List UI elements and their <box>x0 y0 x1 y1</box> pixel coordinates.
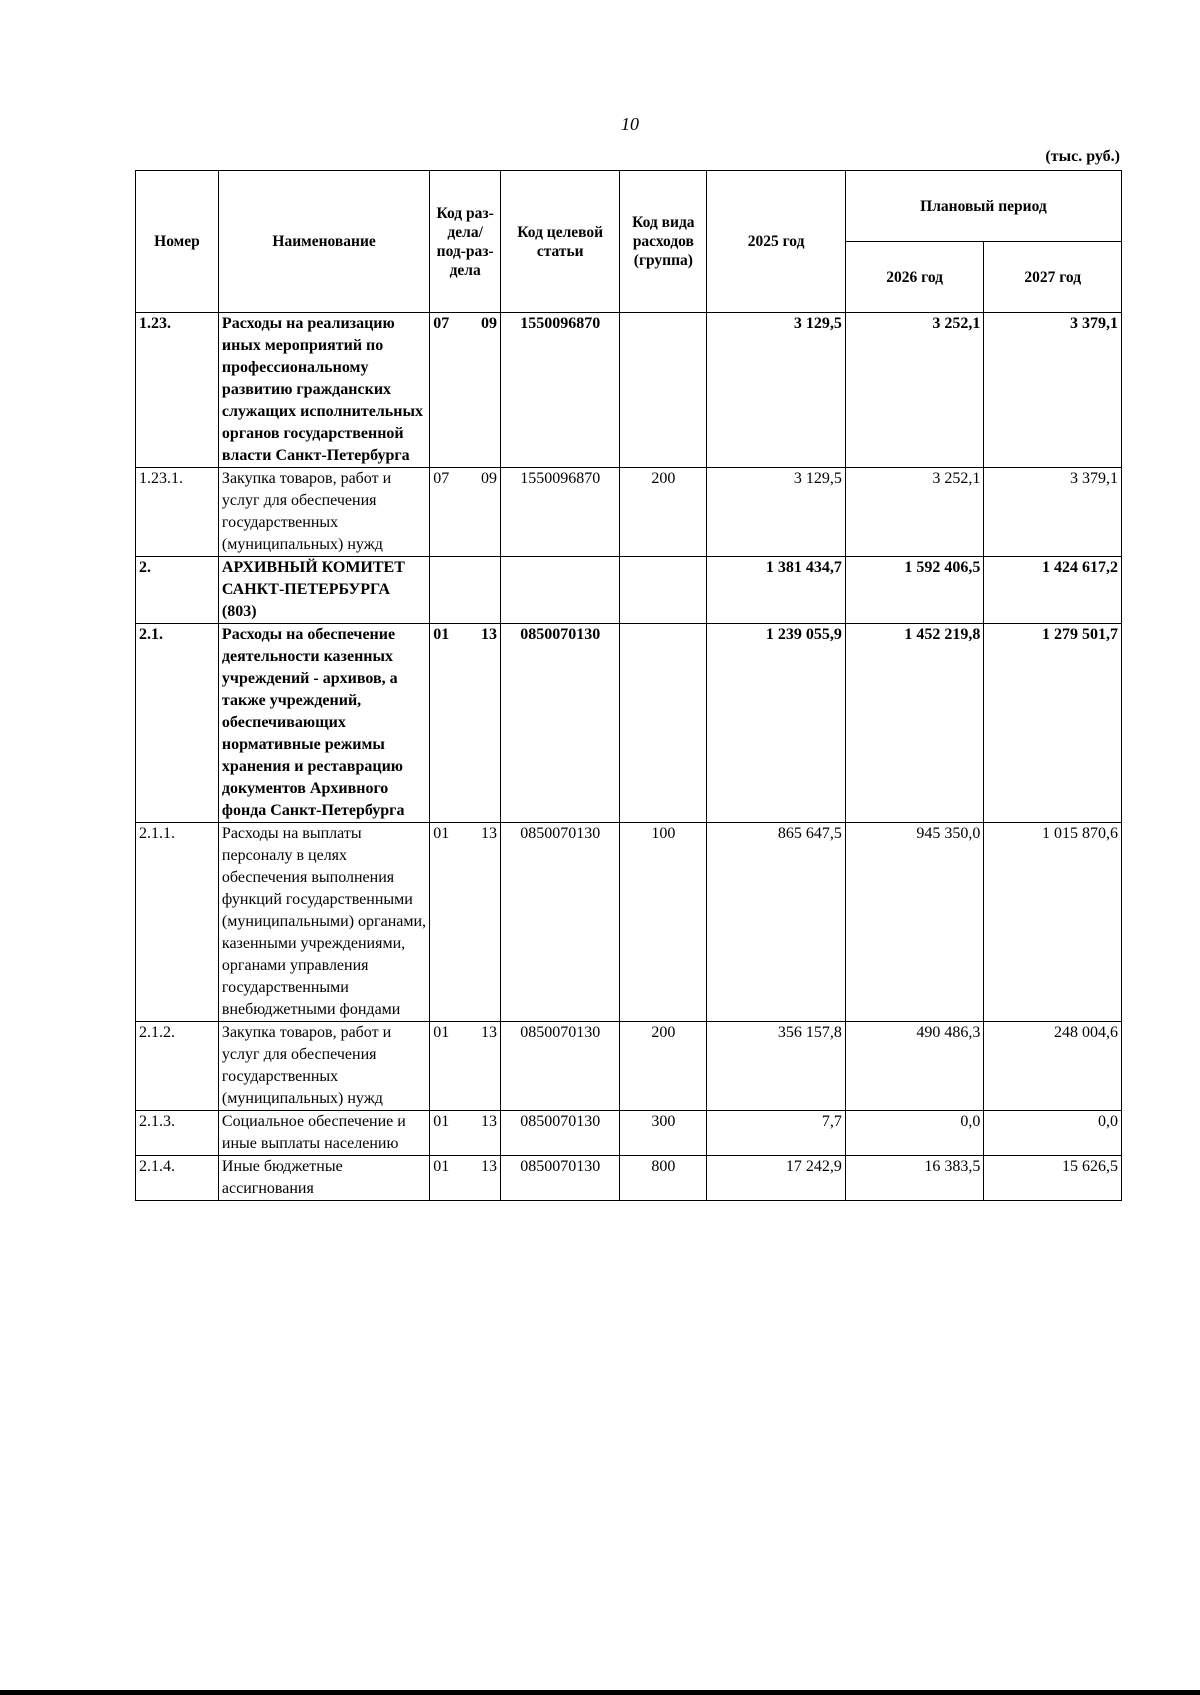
row-subsection: 13 <box>481 1158 498 1175</box>
row-name: АРХИВНЫЙ КОМИТЕТ САНКТ-ПЕТЕРБУРГА (803) <box>218 557 429 624</box>
row-expense-type <box>620 624 707 823</box>
table-row <box>136 1156 1122 1201</box>
row-subsection: 09 <box>481 315 498 332</box>
header-planning-period: Плановый период <box>845 171 1121 242</box>
row-section-code <box>430 1156 501 1201</box>
row-name: Закупка товаров, работ и услуг для обеспечения государственных (муниципальных) нужд <box>218 468 429 557</box>
row-section-code <box>430 1111 501 1156</box>
row-number: 2.1.1. <box>136 823 219 1022</box>
row-expense-type: 200 <box>620 1022 707 1111</box>
row-amount-2027: 1 015 870,6 <box>984 823 1122 1022</box>
row-amount-2026: 490 486,3 <box>845 1022 984 1111</box>
header-number: Номер <box>136 171 219 313</box>
row-amount-2026: 1 592 406,5 <box>845 557 984 624</box>
row-section: 01 <box>433 626 450 643</box>
row-name: Социальное обеспечение и иные выплаты населению <box>218 1111 429 1156</box>
row-amount-2027: 0,0 <box>984 1111 1122 1156</box>
header-target-code: Код целевой статьи <box>501 171 620 313</box>
row-subsection: 13 <box>481 626 498 643</box>
row-section-code <box>430 624 501 823</box>
row-number: 2.1. <box>136 624 219 823</box>
header-year-2026: 2026 год <box>845 242 984 313</box>
row-amount-2025: 356 157,8 <box>707 1022 846 1111</box>
row-expense-type: 300 <box>620 1111 707 1156</box>
row-amount-2026: 945 350,0 <box>845 823 984 1022</box>
table-body <box>136 313 1122 1201</box>
row-section: 01 <box>433 1113 450 1130</box>
table-row <box>136 468 1122 557</box>
header-section-code: Код раз-дела/ под-раз-дела <box>430 171 501 313</box>
table-row <box>136 624 1122 823</box>
row-amount-2027: 3 379,1 <box>984 313 1122 468</box>
table-row <box>136 313 1122 468</box>
row-amount-2025: 1 381 434,7 <box>707 557 846 624</box>
page-number: 10 <box>621 114 639 134</box>
row-amount-2027: 15 626,5 <box>984 1156 1122 1201</box>
table-row <box>136 1111 1122 1156</box>
row-amount-2025: 17 242,9 <box>707 1156 846 1201</box>
row-amount-2027: 3 379,1 <box>984 468 1122 557</box>
row-subsection: 13 <box>481 1024 498 1041</box>
row-section-code <box>430 557 501 624</box>
row-amount-2025: 3 129,5 <box>707 313 846 468</box>
row-name: Закупка товаров, работ и услуг для обеспечения государственных (муниципальных) нужд <box>218 1022 429 1111</box>
row-section: 07 <box>433 470 450 487</box>
header-year-2025: 2025 год <box>707 171 846 313</box>
row-number: 1.23. <box>136 313 219 468</box>
row-target-code <box>501 557 620 624</box>
row-amount-2026: 3 252,1 <box>845 468 984 557</box>
row-name: Расходы на обеспечение деятельности казенных учреждений - архивов, а также учреждений, обеспечивающих нормативные режимы хранения и реставрацию документов Архивного фонда Санкт-Петербурга <box>218 624 429 823</box>
header-name: Наименование <box>218 171 429 313</box>
row-amount-2027: 1 424 617,2 <box>984 557 1122 624</box>
row-number: 2. <box>136 557 219 624</box>
row-amount-2026: 16 383,5 <box>845 1156 984 1201</box>
row-number: 1.23.1. <box>136 468 219 557</box>
row-section: 07 <box>433 315 450 332</box>
row-section: 01 <box>433 1158 450 1175</box>
row-subsection: 13 <box>481 825 498 842</box>
row-amount-2026: 1 452 219,8 <box>845 624 984 823</box>
row-number: 2.1.4. <box>136 1156 219 1201</box>
row-target-code: 0850070130 <box>501 823 620 1022</box>
row-amount-2025: 3 129,5 <box>707 468 846 557</box>
row-amount-2026: 3 252,1 <box>845 313 984 468</box>
row-subsection: 13 <box>481 1113 498 1130</box>
row-amount-2027: 248 004,6 <box>984 1022 1122 1111</box>
row-expense-type: 800 <box>620 1156 707 1201</box>
row-section: 01 <box>433 1024 450 1041</box>
row-amount-2027: 1 279 501,7 <box>984 624 1122 823</box>
table-row <box>136 823 1122 1022</box>
row-target-code: 0850070130 <box>501 624 620 823</box>
row-expense-type <box>620 557 707 624</box>
row-name: Иные бюджетные ассигнования <box>218 1156 429 1201</box>
row-amount-2025: 7,7 <box>707 1111 846 1156</box>
row-subsection: 09 <box>481 470 498 487</box>
row-number: 2.1.2. <box>136 1022 219 1111</box>
row-expense-type: 100 <box>620 823 707 1022</box>
row-section-code <box>430 1022 501 1111</box>
scan-border <box>0 1690 1200 1695</box>
row-target-code: 1550096870 <box>501 313 620 468</box>
row-name: Расходы на реализацию иных мероприятий по профессиональному развитию гражданских служащих исполнительных органов государственной власти Санкт-Петербурга <box>218 313 429 468</box>
header-year-2027: 2027 год <box>984 242 1122 313</box>
row-amount-2025: 1 239 055,9 <box>707 624 846 823</box>
row-expense-type <box>620 313 707 468</box>
row-amount-2025: 865 647,5 <box>707 823 846 1022</box>
row-target-code: 1550096870 <box>501 468 620 557</box>
header-expense-type: Код вида расходов (группа) <box>620 171 707 313</box>
row-target-code: 0850070130 <box>501 1156 620 1201</box>
row-number: 2.1.3. <box>136 1111 219 1156</box>
budget-table <box>135 170 1122 1201</box>
row-section-code <box>430 313 501 468</box>
row-section-code <box>430 468 501 557</box>
row-target-code: 0850070130 <box>501 1022 620 1111</box>
units-label: (тыс. руб.) <box>1045 148 1120 165</box>
table-row <box>136 1022 1122 1111</box>
row-section-code <box>430 823 501 1022</box>
row-target-code: 0850070130 <box>501 1111 620 1156</box>
table-row <box>136 557 1122 624</box>
row-section: 01 <box>433 825 450 842</box>
row-amount-2026: 0,0 <box>845 1111 984 1156</box>
row-expense-type: 200 <box>620 468 707 557</box>
row-name: Расходы на выплаты персоналу в целях обеспечения выполнения функций государственными (муниципальными) органами, казенными учреждениями, органами управления государственными внебюджетными фондами <box>218 823 429 1022</box>
